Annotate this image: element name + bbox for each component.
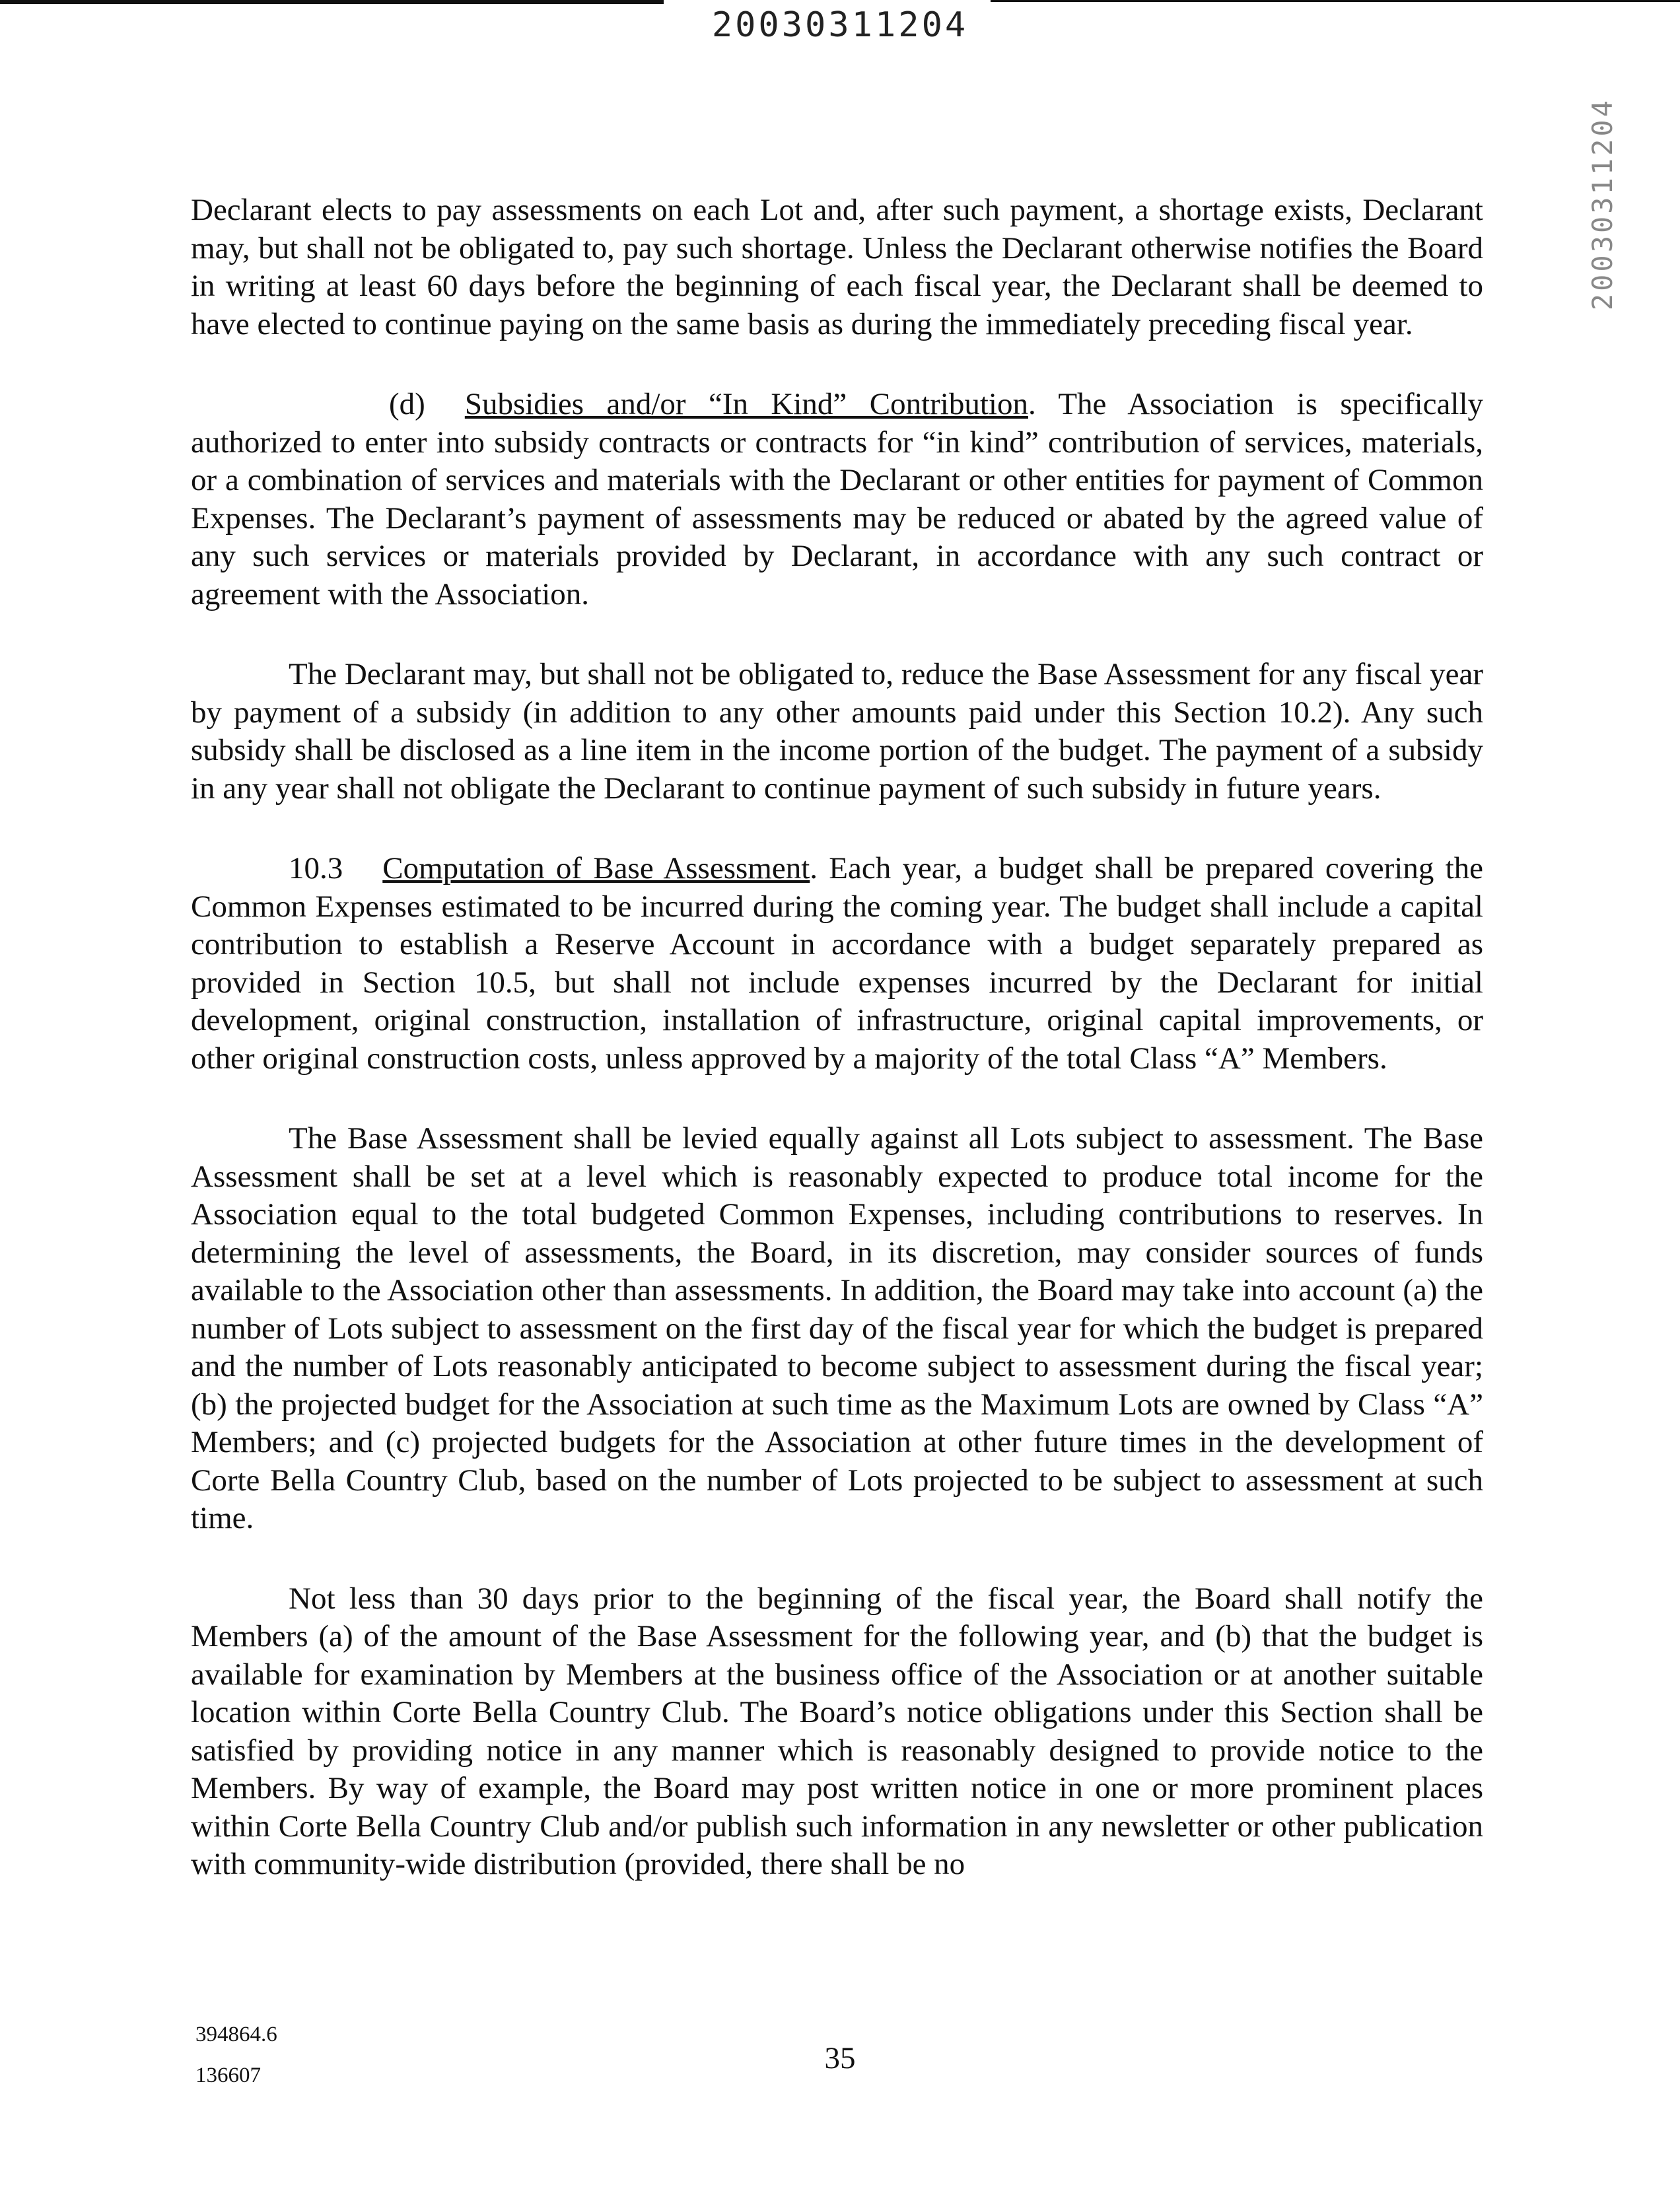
subsection-label: (d) [389,387,425,421]
section-number: 10.3 [289,851,343,885]
top-rule-left [0,0,664,4]
page-number: 35 [824,2041,856,2075]
top-rule-right [991,0,1680,2]
paragraph-notice: Not less than 30 days prior to the beginning of the fiscal year, the Board shall notify the Members (a) of the amount of the Base Assessment for the following year, and (b) that the budget is available for examination by Members at the business office of the Association or at another suitable location within Corte Bella Country Club. The Board’s notice obligations under this Section shall be satisfied by providing notice in any manner which is reasonably designed to provide notice to the Members. By way of example, the Board may post written notice in one or more prominent places within Corte Bella Country Club and/or publish such information in any newsletter or other publication with community-wide distribution (provided, there shall be no [191,1581,1483,1881]
paragraph-subsidies [191,386,1483,613]
paragraph-base-assessment: The Base Assessment shall be levied equally against all Lots subject to assessment. The Base Assessment shall be set at a level which is reasonably expected to produce total income for the Association equal to the total budgeted Common Expenses, including contributions to reserves. In determining the level of assessments, the Board, in its discretion, may consider sources of funds available to the Association other than assessments. In addition, the Board may take into account (a) the number of Lots subject to assessment on the first day of the fiscal year for which the budget is prepared and the number of Lots reasonably anticipated to become subject to assessment during the fiscal year; (b) the projected budget for the Association at such time as the Maximum Lots are owned by Class “A” Members; and (c) projected budgets for the Association at other future times in the development of Corte Bella Country Club, based on the number of Lots projected to be subject to assessment at such time. [191,1121,1483,1535]
subsection-body: . The Association is specifically authorized to enter into subsidy contracts or contracts for “in kind” contribution of services, materials, or a combination of services and materials with the Declarant or other entities for payment of Common Expenses. The Declarant’s payment of assessments may be reduced or abated by the agreed value of any such services or materials provided by Declarant, in accordance with any such contract or agreement with the Association. [191,387,1484,611]
paragraph-computation [191,850,1483,1078]
paragraph-declarant-shortage: Declarant elects to pay assessments on each Lot and, after such payment, a shortage exists, Declarant may, but shall not be obligated to, pay such shortage. Unless the Declarant otherwise notifies the Board in writing at least 60 days before the beginning of each fiscal year, the Declarant shall be deemed to have elected to continue paying on the same basis as during the immediately preceding fiscal year. [191,193,1483,341]
footer-code-1: 394864.6 [195,2023,277,2046]
section-heading: Computation of Base Assessment [382,851,810,885]
paragraph-subsidy-reduction: The Declarant may, but shall not be obligated to, reduce the Base Assessment for any fiscal year by payment of a subsidy (in addition to any other amounts paid under this Section 10.2). Any such subsidy shall be disclosed as a line item in the income portion of the budget. The payment of a subsidy in any year shall not obligate the Declarant to continue payment of such subsidy in future years. [191,657,1483,806]
document-body [191,191,1483,1926]
section-body: . Each year, a budget shall be prepared covering the Common Expenses estimated to be incurred during the coming year. The budget shall include a capital contribution to establish a Reserve Account in accordance with a budget separately prepared as provided in Section 10.5, but shall not include expenses incurred by the Declarant for initial development, original construction, installation of infrastructure, original capital improvements, or other original construction costs, unless approved by a majority of the total Class “A” Members. [191,851,1483,1076]
footer-code-2: 136607 [195,2064,261,2087]
subsection-heading: Subsidies and/or “In Kind” Contribution [464,387,1028,421]
side-recording-stamp: 20030311204 [1586,98,1619,311]
recording-number: 20030311204 [711,5,969,45]
